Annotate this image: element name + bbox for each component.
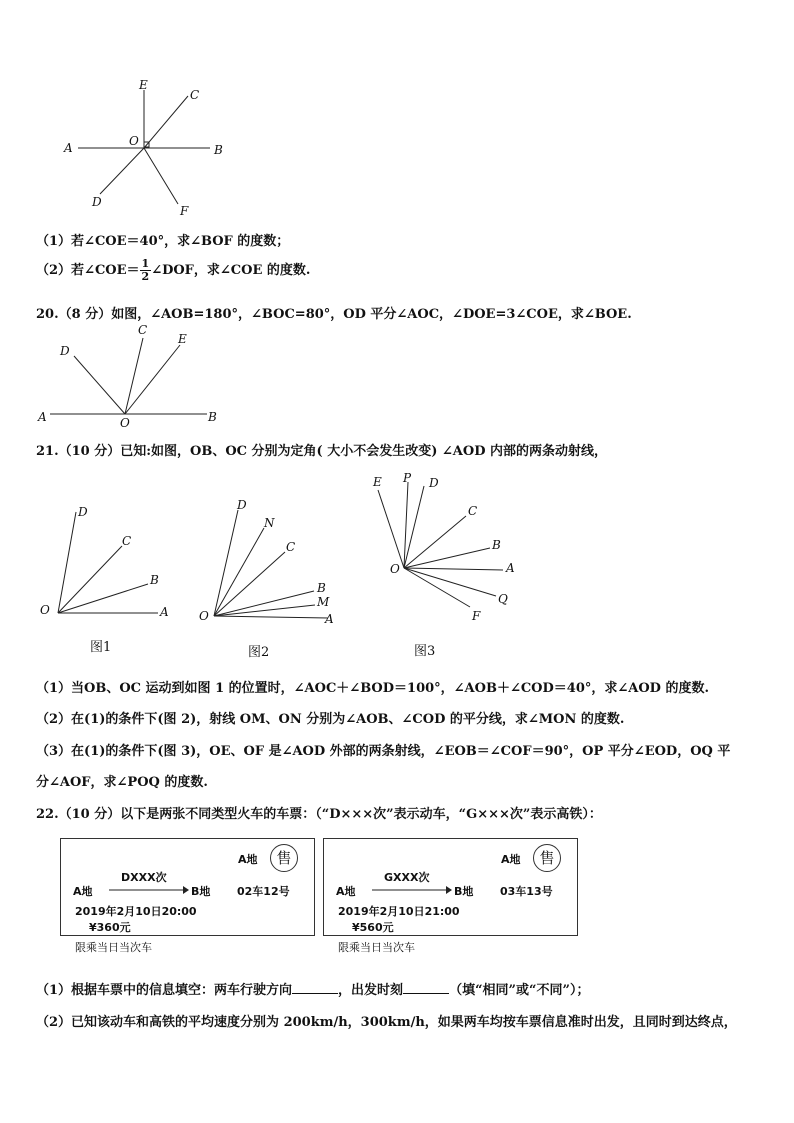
- q20-label-A: A: [38, 410, 47, 424]
- ticket-price: ¥360元: [89, 921, 131, 934]
- label-D: D: [92, 195, 102, 209]
- ticket-datetime: 2019年2月10日21:00: [338, 905, 460, 918]
- fig3-label-E: E: [373, 475, 382, 489]
- ticket-station: A地: [501, 853, 521, 866]
- ticket-seat: 03车13号: [500, 885, 553, 898]
- fraction-numerator: 1: [141, 257, 150, 270]
- ticket-to: B地: [454, 885, 474, 898]
- ticket-from: A地: [73, 885, 93, 898]
- ticket-train-number: DXXX次: [121, 871, 167, 884]
- fig3-caption: 图3: [414, 644, 436, 659]
- fig3-label-C: C: [468, 504, 478, 518]
- q22-part1: [36, 979, 589, 998]
- ticket-price: ¥560元: [352, 921, 394, 934]
- q21-text: 21.（10 分）已知:如图，OB、OC 分别为定角( 大小不会发生改变) ∠AOD 内部的两条动射线，: [36, 444, 607, 459]
- answer-blank-direction[interactable]: [292, 993, 338, 994]
- fig2-caption: 图2: [248, 645, 270, 660]
- label-O: O: [129, 134, 139, 148]
- ticket-datetime: 2019年2月10日20:00: [75, 905, 197, 918]
- q22-part1-post: （填“相同”或“不同”）；: [449, 983, 590, 998]
- label-C: C: [190, 88, 200, 102]
- ticket-seat: 02车12号: [237, 885, 290, 898]
- arrow-right-icon: [372, 885, 452, 895]
- fraction-half: [140, 258, 152, 283]
- ticket-train-number: GXXX次: [384, 871, 430, 884]
- fig2-label-D: D: [237, 498, 247, 512]
- fig1-label-C: C: [122, 534, 132, 548]
- q19-part2-post: ∠DOF，求∠COE 的度数.: [151, 263, 311, 278]
- q20-label-E: E: [178, 332, 187, 346]
- fig3-label-B: B: [492, 538, 501, 552]
- q20-text: 20.（8 分）如图，∠AOB=180°，∠BOC=80°，OD 平分∠AOC，∠DOE=3∠COE，求∠BOE.: [36, 307, 632, 322]
- fig2-label-O: O: [199, 609, 209, 623]
- fraction-denominator: 2: [141, 270, 150, 283]
- q20-label-D: D: [60, 344, 70, 358]
- q21-part2: （2）在(1)的条件下(图 2)，射线 OM、ON 分别为∠AOB、∠COD 的平分线，求∠MON 的度数.: [36, 712, 625, 727]
- q22-text: 22.（10 分）以下是两张不同类型火车的车票：（“D×××次”表示动车，“G×××次”表示高铁）：: [36, 807, 602, 822]
- ticket-to: B地: [191, 885, 211, 898]
- fig3-label-O: O: [390, 562, 400, 576]
- fig2-label-C: C: [286, 540, 296, 554]
- q22-part1-pre: （1）根据车票中的信息填空：两车行驶方向: [36, 983, 293, 998]
- answer-blank-time[interactable]: [403, 993, 449, 994]
- fig3-label-A: A: [506, 561, 515, 575]
- q20-label-B: B: [208, 410, 217, 424]
- ticket-d: [60, 838, 315, 954]
- q19-part2: [36, 258, 310, 283]
- fig2-label-A: A: [325, 612, 334, 626]
- fig1-label-O: O: [40, 603, 50, 617]
- label-B: B: [214, 143, 223, 157]
- fig3-label-Q: Q: [498, 592, 508, 606]
- ticket-note: 限乘当日当次车: [338, 941, 415, 954]
- q21-part3b: 分∠AOF，求∠POQ 的度数.: [36, 775, 208, 790]
- fig3-label-P: P: [403, 471, 412, 485]
- fig2-label-N: N: [264, 516, 275, 530]
- q20-label-O: O: [120, 416, 130, 430]
- q21-part1: （1）当OB、OC 运动到如图 1 的位置时，∠AOC＋∠BOD＝100°，∠AOB＋∠COD＝40°，求∠AOD 的度数.: [36, 681, 710, 696]
- q21-part3a: （3）在(1)的条件下(图 3)，OE、OF 是∠AOD 外部的两条射线，∠EOB＝∠COF＝90°，OP 平分∠EOD，OQ 平: [36, 744, 731, 759]
- label-A: A: [64, 141, 73, 155]
- q22-part2: （2）已知该动车和高铁的平均速度分别为 200km/h，300km/h，如果两车均按车票信息准时出发，且同时到达终点，: [36, 1015, 737, 1030]
- q20-label-C: C: [138, 323, 148, 337]
- sold-seal-icon: 售: [533, 844, 561, 872]
- arrow-right-icon: [109, 885, 189, 895]
- ticket-from: A地: [336, 885, 356, 898]
- label-E: E: [139, 78, 148, 92]
- q19-part2-pre: （2）若∠COE＝: [36, 263, 140, 278]
- ticket-note: 限乘当日当次车: [75, 941, 152, 954]
- q22-part1-mid: ，出发时刻: [338, 983, 404, 998]
- fig2-label-M: M: [317, 595, 330, 609]
- fig1-label-D: D: [78, 505, 88, 519]
- fig2-label-B: B: [317, 581, 326, 595]
- fig1-caption: 图1: [90, 640, 112, 655]
- fig1-label-A: A: [160, 605, 169, 619]
- fig3-label-D: D: [429, 476, 439, 490]
- q19-part1: （1）若∠COE＝40°，求∠BOF 的度数；: [36, 234, 290, 249]
- fig3-label-F: F: [472, 609, 481, 623]
- ticket-g: [323, 838, 578, 954]
- fig1-label-B: B: [150, 573, 159, 587]
- sold-seal-icon: 售: [270, 844, 298, 872]
- label-F: F: [180, 204, 189, 218]
- ticket-station: A地: [238, 853, 258, 866]
